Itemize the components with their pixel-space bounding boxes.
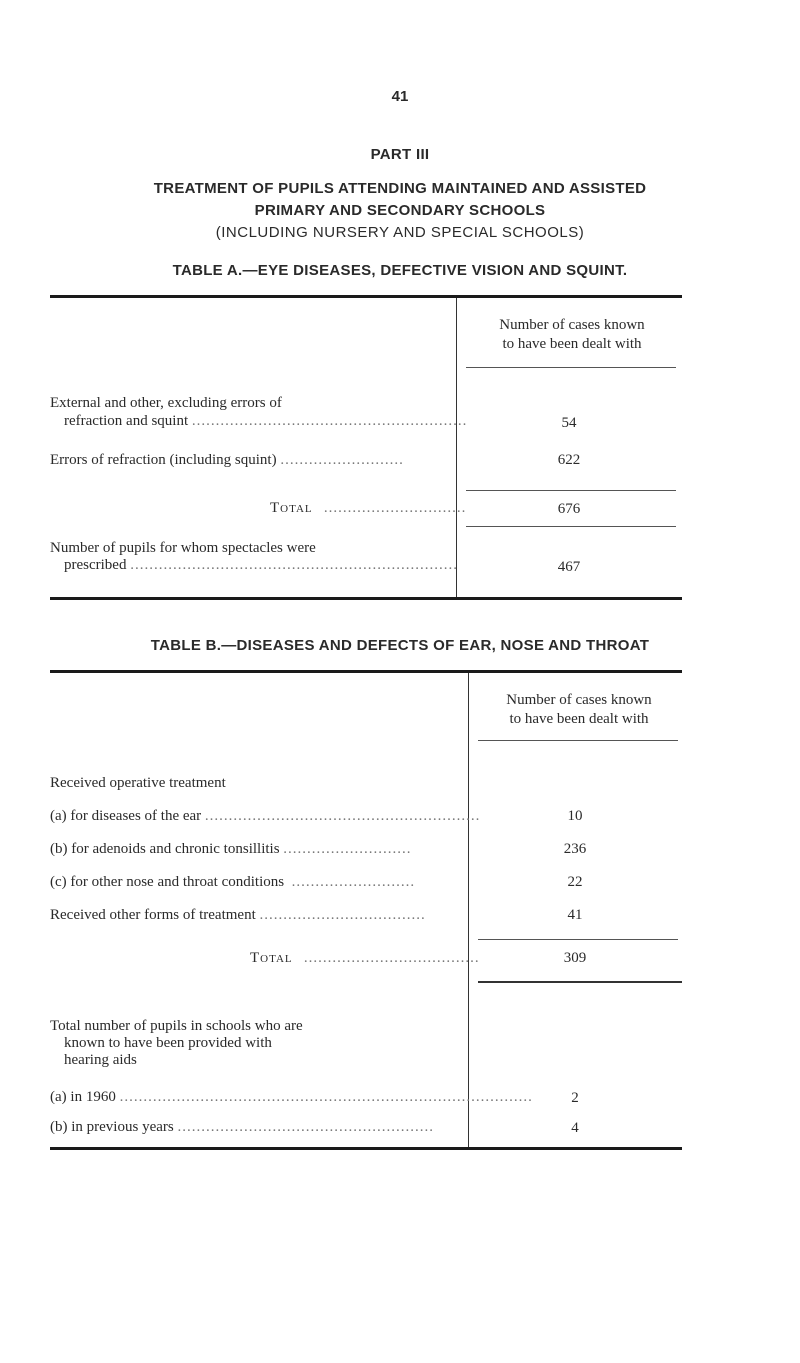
table-b-header-rule [478,740,678,741]
table-b-total-rule [478,939,678,940]
table-b-row-nose-throat-value: 22 [567,874,583,890]
table-b-row-nose-throat: (c) for other nose and throat conditions .......................... [50,874,416,890]
table-b-hearing-aids-line-2: known to have been provided with [64,1035,272,1051]
table-a-row-spectacles-value: 467 [557,559,581,575]
table-b-column-header-line-2: to have been dealt with [509,711,649,727]
table-b-row-ear-value: 10 [567,808,583,824]
table-b-hearing-aids-line-1: Total number of pupils in schools who are [50,1018,303,1034]
table-a-spectacles-rule [466,526,676,527]
table-b-row-in-1960-value: 2 [571,1090,579,1106]
table-a-bottom-rule [50,597,682,600]
table-b-row-previous-years: (b) in previous years ...................................................... [50,1119,434,1135]
table-a-total-label: Total .............................. [270,500,467,516]
table-b-row-ear: (a) for diseases of the ear .......................................................... [50,808,481,824]
table-a-top-rule [50,295,682,298]
table-b-row-previous-years-value: 4 [571,1120,579,1136]
table-b-hearing-aids-line-3: hearing aids [64,1052,137,1068]
table-a-title: TABLE A.—EYE DISEASES, DEFECTIVE VISION AND SQUINT. [172,262,628,279]
table-b-row-other-treatment: Received other forms of treatment ................................... [50,907,426,923]
table-a-row-spectacles-line-1: Number of pupils for whom spectacles were [50,540,316,556]
table-a-column-divider [456,298,457,597]
table-a-header-rule [466,367,676,368]
table-b-row-adenoids: (b) for adenoids and chronic tonsillitis ........................... [50,841,412,857]
table-a-row-refraction-value: 622 [557,452,581,468]
table-b-row-adenoids-value: 236 [563,841,587,857]
table-b-column-header-line-1: Number of cases known [506,692,652,708]
main-title-line-1: TREATMENT OF PUPILS ATTENDING MAINTAINED AND ASSISTED [153,180,647,197]
table-b-title: TABLE B.—DISEASES AND DEFECTS OF EAR, NOSE AND THROAT [150,637,650,654]
table-b-row-in-1960: (a) in 1960 ....................................................................................... [50,1089,533,1105]
table-a-row-external-line-1: External and other, excluding errors of [50,395,282,411]
table-b-top-rule [50,670,682,673]
page-number: 41 [391,88,409,105]
main-title-line-3: (INCLUDING NURSERY AND SPECIAL SCHOOLS) [215,224,585,241]
table-b-received-operative: Received operative treatment [50,775,226,791]
table-b-hearing-rule [478,981,682,983]
table-a-total-rule [466,490,676,491]
table-a-row-spectacles-line-2: prescribed ..................................................................... [64,557,458,573]
table-b-row-other-treatment-value: 41 [567,907,583,923]
table-a-row-external-value: 54 [561,415,577,431]
table-b [50,670,682,1155]
main-title-line-2: PRIMARY AND SECONDARY SCHOOLS [254,202,546,219]
table-a-row-refraction: Errors of refraction (including squint) .......................... [50,452,404,468]
table-a-column-header-line-1: Number of cases known [499,317,645,333]
table-b-bottom-rule [50,1147,682,1150]
table-a-column-header-line-2: to have been dealt with [502,336,642,352]
table-a-row-external-line-2: refraction and squint .......................................................... [64,413,468,429]
table-a-total-value: 676 [557,501,581,517]
table-a [50,295,682,605]
table-b-total-value: 309 [563,950,587,966]
table-b-total-label: Total ..................................... [250,950,480,966]
part-title: PART III [370,146,430,163]
